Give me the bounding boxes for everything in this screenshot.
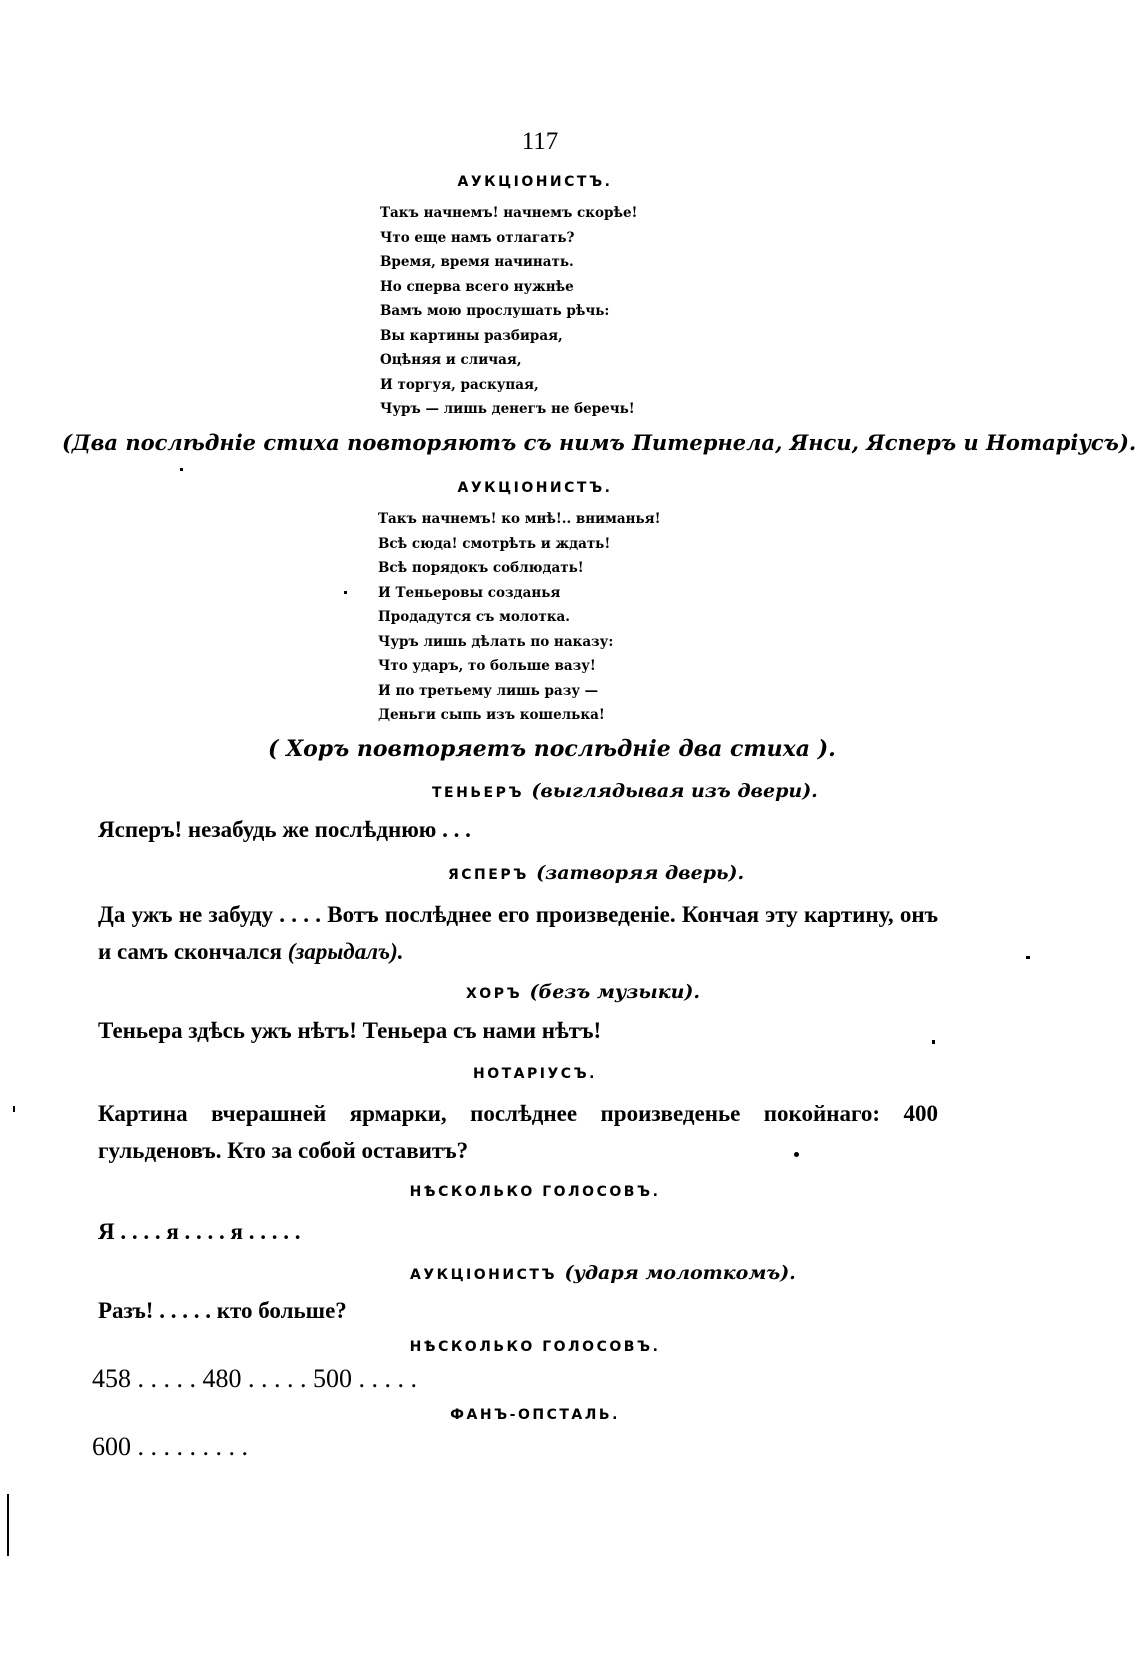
speaker-heading: АУКЦІОНИСТЪ. <box>457 174 613 190</box>
verse-line: Время, время начинать. <box>380 254 574 270</box>
verse-line: Такъ начнемъ! начнемъ скорѣе! <box>380 205 638 221</box>
speaker-heading: АУКЦІОНИСТЪ. <box>457 480 613 496</box>
verse-line: Деньги сыпь изъ кошелька! <box>378 707 605 723</box>
verse-line: Что еще намъ отлагать? <box>380 229 575 246</box>
speaker-direction: (выглядывая изъ двери). <box>531 780 818 802</box>
verse-line: И по третьему лишь разу — <box>378 682 599 699</box>
scan-speck <box>344 591 347 594</box>
speaker-heading <box>410 1262 1140 1284</box>
verse-line: Что ударъ, то больше вазу! <box>378 658 596 674</box>
speaker-direction: (зарыдалъ). <box>287 939 404 964</box>
speaker-heading <box>432 780 1140 802</box>
dialogue-paragraph <box>98 896 938 970</box>
speaker-heading: ФАНЪ-ОПСТАЛЬ. <box>450 1407 620 1423</box>
verse-line: Чуръ — лишь денегъ не беречь! <box>380 401 635 417</box>
dialogue-line: 600 . . . . . . . . . <box>92 1432 248 1461</box>
verse-line: Оцѣняя и сличая, <box>380 352 522 368</box>
verse-line: Продадутся съ молотка. <box>378 609 570 625</box>
speaker-direction: (затворяя дверь). <box>536 862 745 884</box>
margin-line <box>7 1494 9 1556</box>
speaker-name: ЯСПЕРЪ <box>448 867 529 883</box>
stage-direction: ( Хоръ повторяетъ послѣдніе два стиха ). <box>268 736 836 762</box>
speaker-name: ХОРЪ <box>466 986 523 1002</box>
verse-line: Вамъ мою прослушать рѣчь: <box>380 303 610 319</box>
speaker-heading: НѢСКОЛЬКО ГОЛОСОВЪ. <box>409 1184 661 1200</box>
verse-line: Всѣ сюда! смотрѣть и ждать! <box>378 535 611 552</box>
verse-line: Такъ начнемъ! ко мнѣ!.. вниманья! <box>378 511 661 527</box>
speaker-name: АУКЦІОНИСТЪ <box>410 1267 558 1283</box>
speaker-heading <box>466 981 1140 1003</box>
speaker-name: ТЕНЬЕРЪ <box>432 785 524 801</box>
scan-speck <box>932 1040 935 1044</box>
dialogue-text: Да ужъ не забуду . . . . Вотъ послѣднее его произведеніе. Кончая эту картину, онъ и самъ скончался <box>98 902 938 964</box>
dialogue-paragraph: Картина вчерашней ярмарки, послѣднее произведенье покойнаго: 400 гульденовъ. Кто за собой оставитъ? <box>98 1101 938 1163</box>
dialogue-line: Теньера здѣсь ужъ нѣтъ! Теньера съ нами нѣтъ! <box>98 1018 602 1043</box>
verse-block <box>380 201 637 422</box>
page-number: 117 <box>521 128 559 155</box>
scan-speck <box>794 1152 799 1157</box>
verse-line: Чуръ лишь дѣлать по наказу: <box>378 633 614 650</box>
verse-line: Но сперва всего нужнѣе <box>380 278 574 295</box>
speaker-heading <box>448 862 1140 884</box>
speaker-direction: (безъ музыки). <box>529 981 701 1003</box>
dialogue-line: Разъ! . . . . . кто больше? <box>98 1298 347 1323</box>
dialogue-line: Ясперъ! незабудь же послѣднюю . . . <box>98 817 471 842</box>
dialogue-line: Я . . . . я . . . . я . . . . . <box>98 1219 301 1244</box>
scan-speck <box>180 468 183 471</box>
scan-speck <box>1026 956 1030 959</box>
verse-line: Всѣ порядокъ соблюдать! <box>378 560 584 576</box>
verse-block <box>378 507 661 728</box>
verse-line: И Теньеровы созданья <box>378 584 561 601</box>
speaker-direction: (ударя молоткомъ). <box>564 1262 796 1284</box>
verse-line: Вы картины разбирая, <box>380 327 563 344</box>
speaker-heading: НѢСКОЛЬКО ГОЛОСОВЪ. <box>409 1339 661 1355</box>
scan-speck <box>13 1106 15 1112</box>
speaker-heading: НОТАРІУСЪ. <box>472 1066 597 1082</box>
dialogue-line: 458 . . . . . 480 . . . . . 500 . . . . . <box>92 1364 417 1393</box>
stage-direction: (Два послѣдніе стиха повторяютъ съ нимъ Питернела, Янси, Ясперъ и Нотаріусъ). <box>62 430 1137 455</box>
verse-line: И торгуя, раскупая, <box>380 376 539 393</box>
